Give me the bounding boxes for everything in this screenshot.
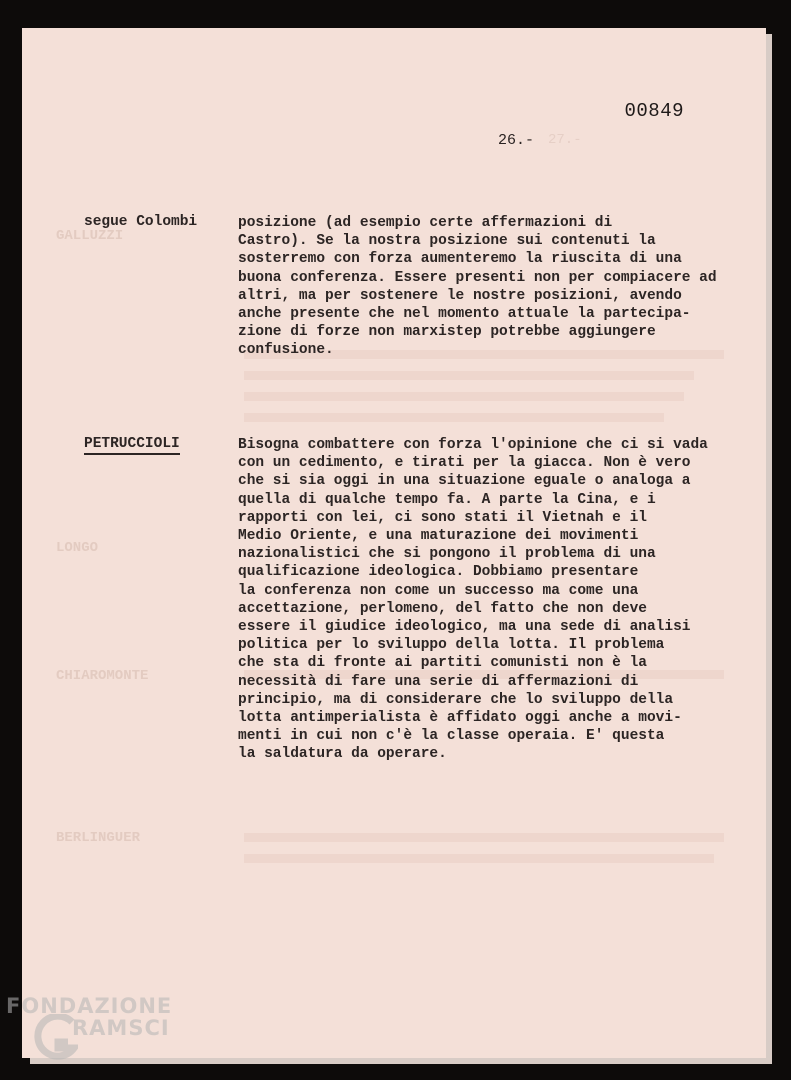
text-line: necessità di fare una serie di affermazioni di (238, 673, 639, 690)
text-line: sosterremo con forza aumenteremo la riuscita di una (238, 251, 682, 268)
watermark-text: RAMSCI (72, 1016, 170, 1040)
bleed-through-name: GALLUZZI (56, 228, 124, 244)
text-line: Medio Oriente, e una maturazione dei movimenti (238, 528, 639, 545)
folio: 26.- (498, 132, 535, 149)
text-line: zione di forze non marxistep potrebbe aggiungere (238, 324, 656, 341)
text-line: che si sia oggi in una situazione eguale o analoga a (238, 473, 691, 490)
text-line: qualificazione ideologica. Dobbiamo presentare (238, 564, 639, 581)
text-line: con un cedimento, e tirati per la giacca. Non è vero (238, 455, 691, 472)
bleed-through-line (244, 854, 714, 863)
text-line: confusione. (238, 342, 334, 359)
text-line: buona conferenza. Essere presenti non per compiacere ad (238, 269, 717, 286)
text-line: rapporti con lei, ci sono stati il Vietnah e il (238, 509, 647, 526)
text-line: Bisogna combattere con forza l'opinione che ci si vada (238, 437, 708, 453)
text-line: posizione (ad esempio certe affermazioni di (238, 215, 613, 231)
document-page (22, 28, 766, 1058)
text-line: quella di qualche tempo fa. A parte la Cina, e i (238, 491, 656, 508)
bleed-through-line (244, 413, 664, 422)
text-line: altri, ma per sostenere le nostre posizioni, avendo (238, 287, 682, 304)
text-line: anche presente che nel momento attuale la partecipa- (238, 306, 691, 323)
speech-text (238, 436, 758, 764)
watermark-text: FONDAZIONE (6, 994, 173, 1018)
speaker-name: PETRUCCIOLI (84, 436, 180, 455)
text-line: che sta di fronte ai partiti comunisti non è la (238, 655, 647, 672)
text-line: nazionalistici che si pongono il problema di una (238, 546, 656, 563)
speech-text (238, 214, 758, 360)
speaker-name: segue Colombi (84, 214, 198, 230)
bleed-through-name: LONGO (56, 540, 99, 556)
text-line: politica per lo sviluppo della lotta. Il problema (238, 637, 665, 654)
bleed-through-line (244, 833, 724, 842)
text-line: la conferenza non come un successo ma come una (238, 582, 639, 599)
bleed-through-name: BERLINGUER (56, 830, 141, 846)
bleed-through-folio: 27.- (548, 132, 582, 148)
page-number: 00849 (624, 100, 684, 122)
bleed-through-line (244, 371, 694, 380)
text-line: la saldatura da operare. (238, 746, 447, 763)
text-line: principio, ma di considerare che lo sviluppo della (238, 691, 674, 708)
fondazione-gramsci-watermark (6, 990, 196, 1070)
bleed-through-line (244, 392, 684, 401)
text-line: Castro). Se la nostra posizione sui contenuti la (238, 233, 656, 250)
text-line: lotta antimperialista è affidato oggi anche a movi- (238, 710, 682, 727)
text-line: menti in cui non c'è la classe operaia. E' questa (238, 728, 665, 745)
text-line: accettazione, perlomeno, del fatto che non deve (238, 600, 647, 617)
text-line: essere il giudice ideologico, ma una sede di analisi (238, 619, 691, 636)
bleed-through-name: CHIAROMONTE (56, 668, 149, 684)
